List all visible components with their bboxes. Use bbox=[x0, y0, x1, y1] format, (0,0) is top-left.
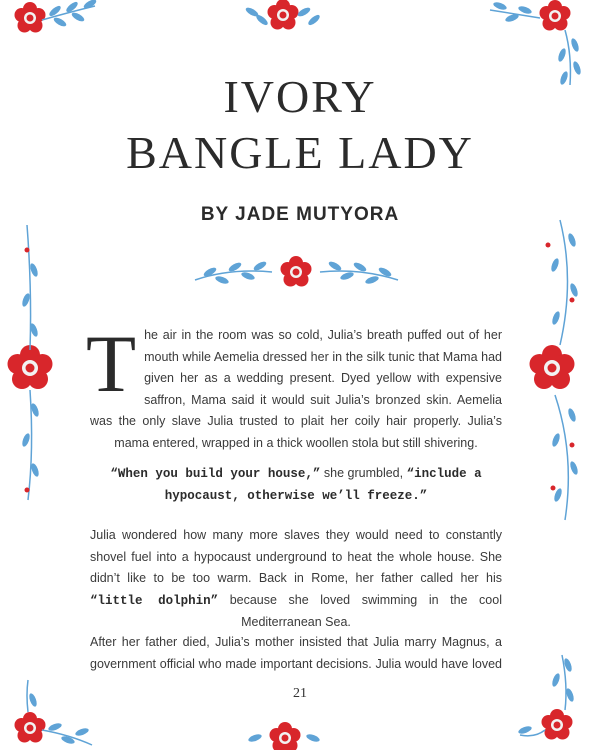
flower-icon bbox=[270, 722, 301, 750]
paragraph-2-emphasis: “little dolphin” bbox=[90, 593, 219, 608]
flower-icon bbox=[15, 712, 46, 743]
flower-icon bbox=[540, 0, 571, 31]
paragraph-1-text: he air in the room was so cold, Julia’s breath puffed out of her mouth while Aemelia dressed her in the silk tunic that Mama had given her as a wedding present. Dyed yellow with expensive saffron, Mama said it would suit Julia’s bronzed skin. Aemelia was the only slave Julia trusted to plait her coily hair properly. Julia’s mama entered, wrapped in a thick woollen stola but still shivering. bbox=[90, 328, 502, 450]
flower-icon bbox=[542, 709, 573, 740]
flower-icon bbox=[530, 345, 575, 389]
drop-cap: T bbox=[86, 318, 137, 409]
page-number: 21 bbox=[293, 686, 307, 701]
story-title-line-1: IVORY bbox=[223, 71, 377, 122]
dialogue-quote bbox=[90, 463, 502, 507]
paragraph-3 bbox=[90, 632, 502, 675]
flower-icon bbox=[15, 2, 46, 33]
paragraph-2-text-before: Julia wondered how many more slaves they would need to constantly shovel fuel into a hypocaust underground to heat the whole house. She didn’t like to be too warm. Back in Rome, her father called her his bbox=[90, 528, 502, 586]
paragraph-2 bbox=[90, 525, 502, 634]
paragraph-3-text: After her father died, Julia’s mother insisted that Julia marry Magnus, a government official who made important decisions. Julia would have loved bbox=[90, 635, 502, 671]
quote-part-2: “include a hypocaust, otherwise we’ll freeze.” bbox=[164, 467, 482, 503]
author-byline: BY JADE MUTYORA bbox=[200, 204, 400, 225]
story-title-line-2: BANGLE LADY bbox=[126, 127, 474, 178]
paragraph-2-text-after: because she loved swimming in the cool Mediterranean Sea. bbox=[218, 592, 502, 630]
quote-attribution: she grumbled, bbox=[320, 466, 407, 480]
flower-icon bbox=[268, 0, 299, 30]
quote-part-1: “When you build your house,” bbox=[110, 467, 321, 481]
flower-icon bbox=[8, 345, 53, 389]
paragraph-1 bbox=[86, 318, 502, 455]
leaf-sprig-icon bbox=[42, 0, 98, 28]
divider-flower-icon bbox=[195, 256, 398, 287]
